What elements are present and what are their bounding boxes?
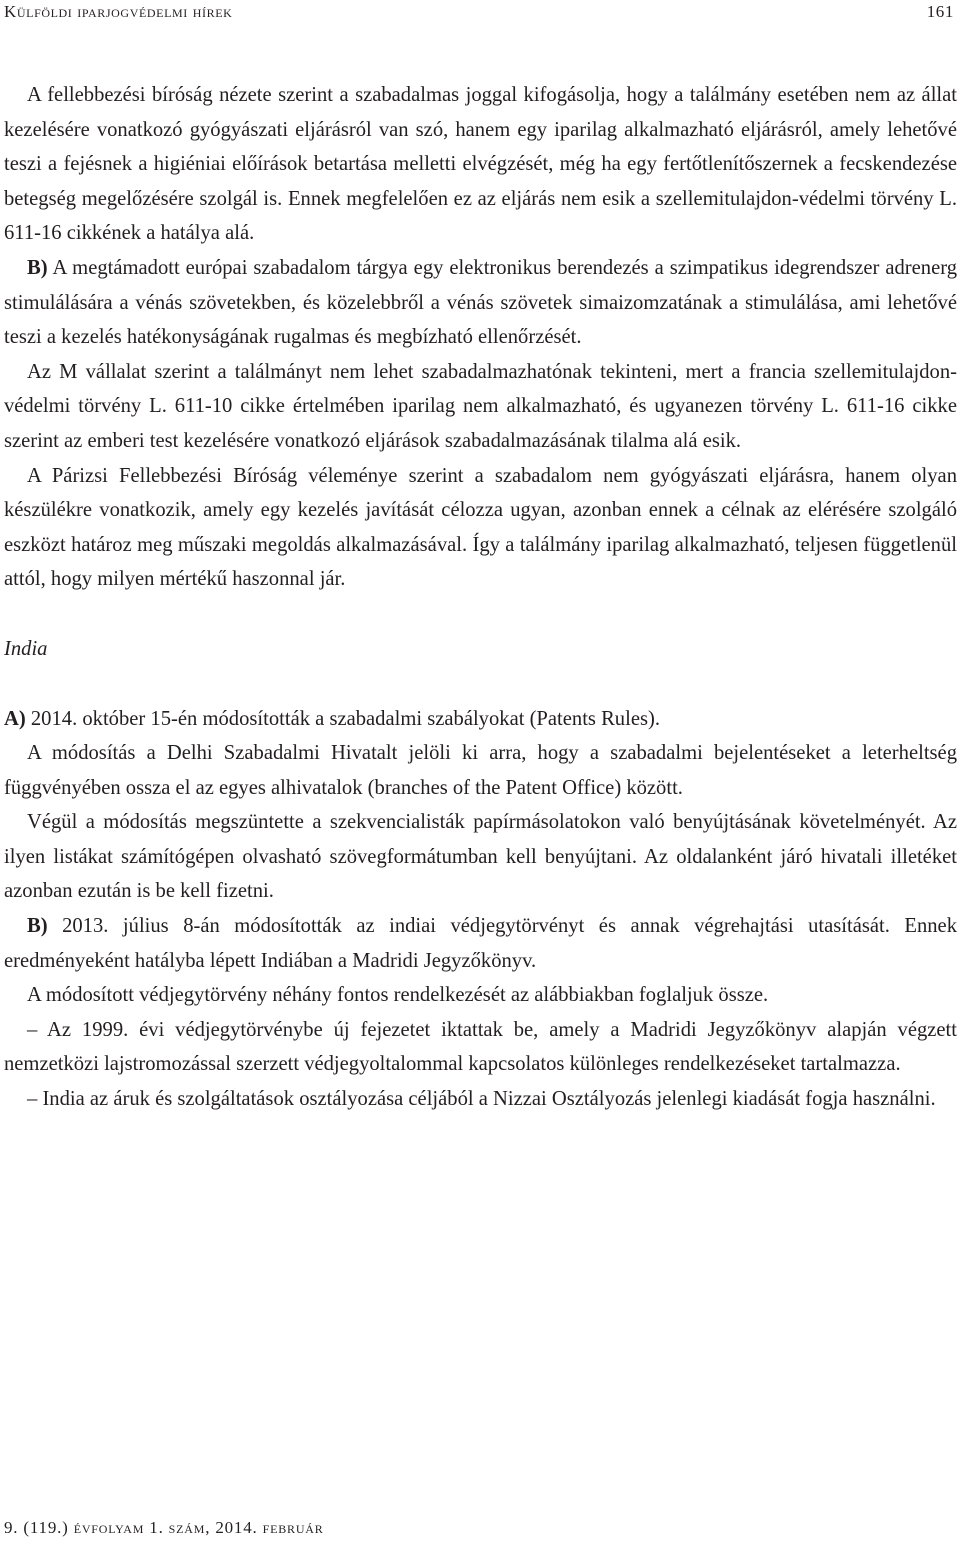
paragraph: A Párizsi Fellebbezési Bíróság véleménye szerint a szabadalom nem gyógyászati eljárásra, hanem olyan készülékre vonatkozik, amely egy kezelés javítását célozza ugyan, azonban ennek a célnak az elérésére szolgáló eszközt határoz meg műszaki megoldás alkalmazásával. Így a találmány iparilag alkalmazható, teljesen függetlenül attól, hogy milyen mértékű haszonnal jár. (4, 464, 957, 591)
paragraph (4, 702, 957, 737)
paragraph (4, 251, 957, 355)
list-item: – Az 1999. évi védjegytörvénybe új fejezetet iktattak be, amely a Madridi Jegyzőkönyv alapján végzett nemzetközi lajstromozással szerzett védjegyoltalommal kapcsolatos különleges rendelkezéseket tartalmazza. (4, 1018, 957, 1076)
journal-section-title: Külföldi iparjogvédelmi hírek (4, 2, 233, 21)
paragraph: Végül a módosítás megszüntette a szekvencialisták papírmásolatokon való benyújtásának követelményét. Az ilyen listákat számítógépen olvasható szövegformátumban kell benyújtani. Az oldalanként járó hivatali illetéket azonban ezután is be kell fizetni. (4, 811, 957, 903)
page-footer: 9. (119.) évfolyam 1. szám, 2014. február (4, 1518, 324, 1537)
paragraph-text: 2014. október 15-én módosították a szabadalmi szabályokat (Patents Rules). (25, 707, 660, 730)
paragraph-text: 2013. július 8-án módosították az indiai védjegytörvényt és annak végrehajtási utasítását. Ennek eredményeként hatályba lépett Indiában a Madridi Jegyzőkönyv. (4, 915, 957, 972)
paragraph: A módosítás a Delhi Szabadalmi Hivatalt jelöli ki arra, hogy a szabadalmi bejelentéseket a leterheltség függvényében ossza el az egyes alhivatalok (branches of the Patent Office) között. (4, 742, 957, 799)
section-heading: India (4, 637, 48, 660)
running-header (4, 0, 954, 28)
page-number: 161 (926, 2, 954, 21)
item-label: A) (4, 707, 26, 730)
paragraph: Az M vállalat szerint a találmányt nem lehet szabadalmazhatónak tekinteni, mert a francia szellemitulajdon-védelmi törvény L. 611-10 cikke értelmében iparilag nem alkalmazható, és ugyanezen törvény L. 611-16 cikke szerint az emberi test kezelésére vonatkozó eljárások szabadalmazásának tilalma alá esik. (4, 360, 957, 452)
article-body (4, 78, 957, 1117)
paragraph-text: A megtámadott európai szabadalom tárgya egy elektronikus berendezés a szimpatikus idegrendszer adrenerg stimulálására a vénás szövetekben, és közelebbről a vénás szövetek simaizomzatának a stimulálása, ami lehetővé teszi a kezelés hatékonyságának rugalmas és megbízható ellenőrzését. (4, 256, 957, 349)
item-label: B) (27, 256, 48, 279)
paragraph: A fellebbezési bíróság nézete szerint a szabadalmas joggal kifogásolja, hogy a találmány esetében nem az állat kezelésére vonatkozó gyógyászati eljárásról van szó, hanem egy iparilag alkalmazható eljárásról, amely lehetővé teszi a fejésnek a higiéniai előírások betartása melletti elvégzését, még ha egy fertőtlenítőszernek a fecskendezése betegség megelőzésére szolgál is. Ennek megfelelően ez az eljárás nem esik a szellemitulajdon-védelmi törvény L. 611-16 cikkének a hatálya alá. (4, 84, 957, 245)
list-item: – India az áruk és szolgáltatások osztályozása céljából a Nizzai Osztályozás jelenlegi kiadását fogja használni. (27, 1088, 936, 1111)
paragraph: A módosított védjegytörvény néhány fontos rendelkezését az alábbiakban foglaljuk össze. (27, 984, 769, 1007)
paragraph (4, 909, 957, 978)
item-label: B) (27, 915, 48, 938)
